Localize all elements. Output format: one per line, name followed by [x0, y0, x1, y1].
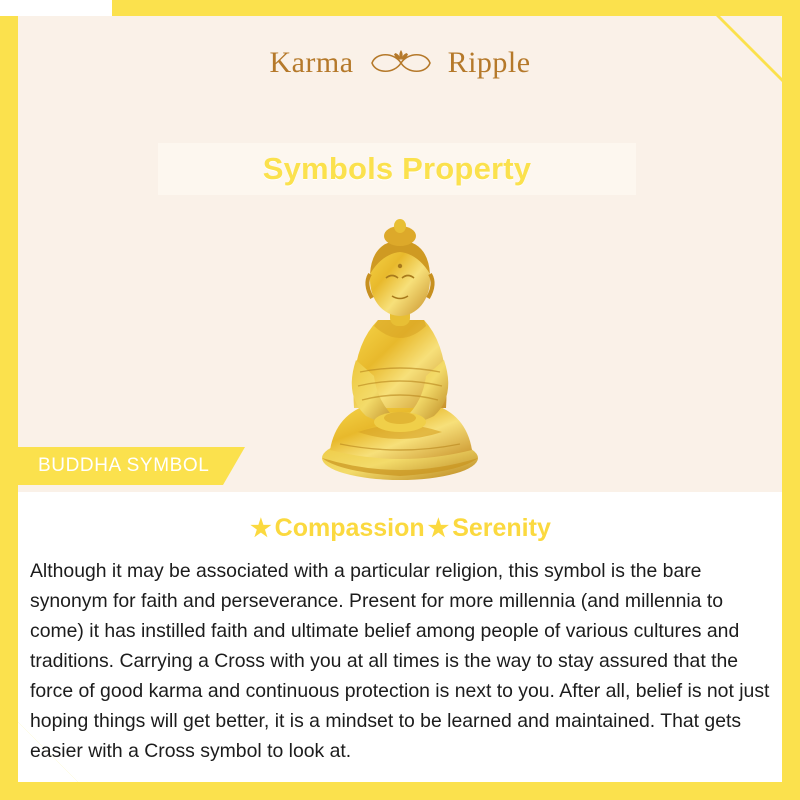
page-title-band	[158, 143, 636, 195]
lotus-infinity-icon	[364, 46, 438, 80]
frame-left-bar	[0, 16, 18, 782]
frame-right-bar	[782, 0, 800, 800]
category-ribbon	[0, 447, 223, 485]
ribbon-tail	[223, 447, 245, 485]
attribute-compassion: Compassion	[274, 514, 425, 542]
brand-name-right: Ripple	[447, 46, 531, 79]
frame-top-bar	[0, 0, 800, 16]
page-title: Symbols Property	[262, 151, 532, 186]
frame-bottom-bar	[0, 782, 800, 800]
frame-top-gap	[0, 0, 112, 16]
seated-buddha-illustration	[300, 200, 500, 490]
star-icon: ★	[250, 515, 272, 542]
brand-name-left: Karma	[269, 46, 354, 79]
attributes-line	[0, 514, 800, 543]
star-icon: ★	[427, 515, 450, 542]
description-text: Although it may be associated with a particular religion, this symbol is the bare synonym for faith and perseverance. Present for more millennia (and millennia to come) it has instilled faith and ultimate belief among people of various cultures and traditions. Carrying a Cross with you at all times is the way to stay assured that the force of good karma and continuous protection is next to you. After all, belief is not just hoping things will get better, it is a mindset to be learned and maintained. That gets easier with a Cross symbol to look at.	[30, 560, 770, 762]
attribute-serenity: Serenity	[452, 514, 551, 542]
category-label: BUDDHA SYMBOL	[38, 455, 210, 476]
brand-row	[269, 46, 530, 80]
brand-logo	[0, 46, 800, 80]
